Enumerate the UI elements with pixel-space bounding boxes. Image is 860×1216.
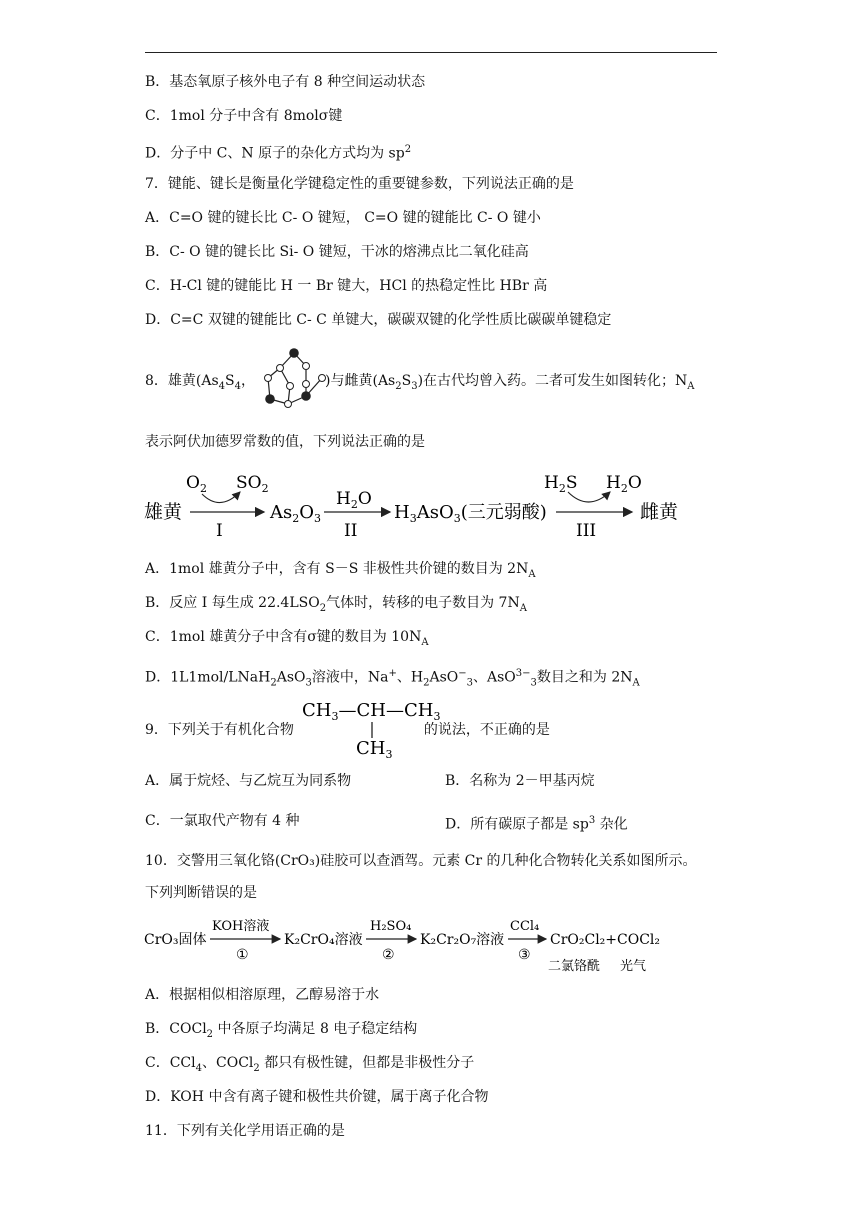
svg-text:H3AsO3(三元弱酸): $H_3AsO_3$(三元弱酸): [394, 502, 547, 525]
q8-option-c: C．1mol 雄黄分子中含有σ键的数目为 $10N_A$: [145, 629, 429, 648]
svg-text:As2O3: $As_2O_3$: [270, 502, 322, 525]
q8-stem: 8．雄黄($As_4S_4$， )与雌黄$(As_2S_3)$在古代均曾入药。二者可发生如图转化；$N_A$: [145, 373, 695, 392]
svg-text:H2O: $H_2O$: [606, 473, 642, 495]
q7-option-c: C．H-Cl 键的键能比 H 一 Br 键大，HCl 的热稳定性比 HBr 高: [145, 278, 548, 294]
q6-option-c: C．1mol 分子中含有 8molσ键: [145, 108, 343, 124]
q10-option-c: C．CCl$_4$、COCl$_2$ 都只有极性键，但都是非极性分子: [145, 1055, 475, 1074]
isobutane-structure: [300, 694, 440, 762]
svg-text:CH3—CH—CH3: $CH_3—CH—CH_3$: [302, 700, 440, 723]
q6-option-b: B．基态氧原子核外电子有 8 种空间运动状态: [145, 74, 426, 90]
q9-option-a: A．属于烷烃、与乙烷互为同系物: [145, 773, 352, 789]
q8-option-a: A．1mol 雄黄分子中，含有 S－S 非极性共价键的数目为 $2N_A$: [145, 561, 536, 580]
q10-option-d: D．KOH 中含有离子键和极性共价键，属于离子化合物: [145, 1089, 489, 1105]
q9-option-c: C．一氯取代产物有 4 种: [145, 813, 300, 829]
scheme-start: 雄黄: [144, 501, 183, 523]
svg-text:CCl₄: CCl₄: [510, 919, 540, 934]
q7-stem: 7．键能、键长是衡量化学键稳定性的重要键参数，下列说法正确的是: [145, 176, 574, 192]
realgar-molecule-icon: [250, 344, 330, 416]
svg-text:H2S: $H_2S$: [544, 473, 578, 495]
q10-stem: 10．交警用三氧化铬(CrO₃)硅胶可以查酒驾。元素 Cr 的几种化合物转化关系如图所示。: [145, 853, 697, 869]
svg-text:②: ②: [382, 947, 395, 963]
svg-text:O2: $O_2$: [186, 473, 207, 495]
svg-text:I: I: [216, 521, 223, 541]
q6-option-d: D．分子中 C、N 原子的杂化方式均为 $sp^2$: [145, 144, 412, 162]
q9-stem: 9．下列关于有机化合物 的说法，不正确的是: [145, 722, 550, 738]
svg-text:III: III: [576, 521, 597, 541]
q10-stem-2: 下列判断错误的是: [145, 885, 257, 901]
svg-text:光气: 光气: [620, 959, 647, 974]
svg-text:SO2: $SO_2$: [236, 473, 269, 495]
q9-option-b: B．名称为 2－甲基丙烷: [445, 773, 595, 789]
svg-text:CrO₃固体: CrO₃固体: [144, 932, 207, 948]
svg-text:H₂SO₄: H₂SO₄: [370, 919, 412, 934]
q9-option-d: D．所有碳原子都是 $sp^3$ 杂化: [445, 815, 628, 833]
q11-stem: 11．下列有关化学用语正确的是: [145, 1123, 345, 1139]
svg-text:K₂Cr₂O₇溶液: K₂Cr₂O₇溶液: [420, 932, 505, 948]
svg-text:CH3: $CH_3$: [356, 738, 393, 761]
q7-option-a: A．C=O 键的键长比 C- O 键短， C=O 键的键能比 C- O 键小: [145, 210, 541, 226]
q8-option-b: B．反应 I 每生成 $22.4LSO_2$气体时，转移的电子数目为 $7N_A$: [145, 595, 527, 614]
q10-option-a: A．根据相似相溶原理，乙醇易溶于水: [145, 987, 380, 1003]
svg-text:二氯铬酰: 二氯铬酰: [548, 959, 601, 974]
svg-text:II: II: [344, 521, 358, 541]
q8-stem-2: 表示阿伏加德罗常数的值，下列说法正确的是: [145, 434, 425, 450]
svg-text:雌黄: 雌黄: [640, 501, 679, 523]
svg-text:③: ③: [518, 947, 531, 963]
q10-reaction-scheme: [140, 912, 680, 974]
svg-text:KOH溶液: KOH溶液: [212, 919, 270, 934]
header-rule: [145, 52, 717, 53]
svg-text:K₂CrO₄溶液: K₂CrO₄溶液: [284, 932, 363, 948]
q7-option-b: B．C- O 键的键长比 Si- O 键短，干冰的熔沸点比二氧化硅高: [145, 244, 529, 260]
q8-reaction-scheme: [140, 466, 700, 542]
q10-option-b: B．COCl$_2$ 中各原子均满足 8 电子稳定结构: [145, 1021, 418, 1040]
q8-option-d: D．1L1mol/LNaH$_2$AsO$_3$溶液中，Na+、$H_2AsO^-_3$、AsO$^{3-}_3$数目之和为 $2N_A$: [145, 668, 640, 689]
svg-text:H2O: $H_2O$: [336, 489, 372, 511]
svg-text:CrO₂Cl₂+COCl₂: CrO₂Cl₂+COCl₂: [550, 932, 661, 948]
svg-text:①: ①: [236, 947, 249, 963]
q7-option-d: D．C=C 双键的键能比 C- C 单键大，碳碳双键的化学性质比碳碳单键稳定: [145, 312, 612, 328]
